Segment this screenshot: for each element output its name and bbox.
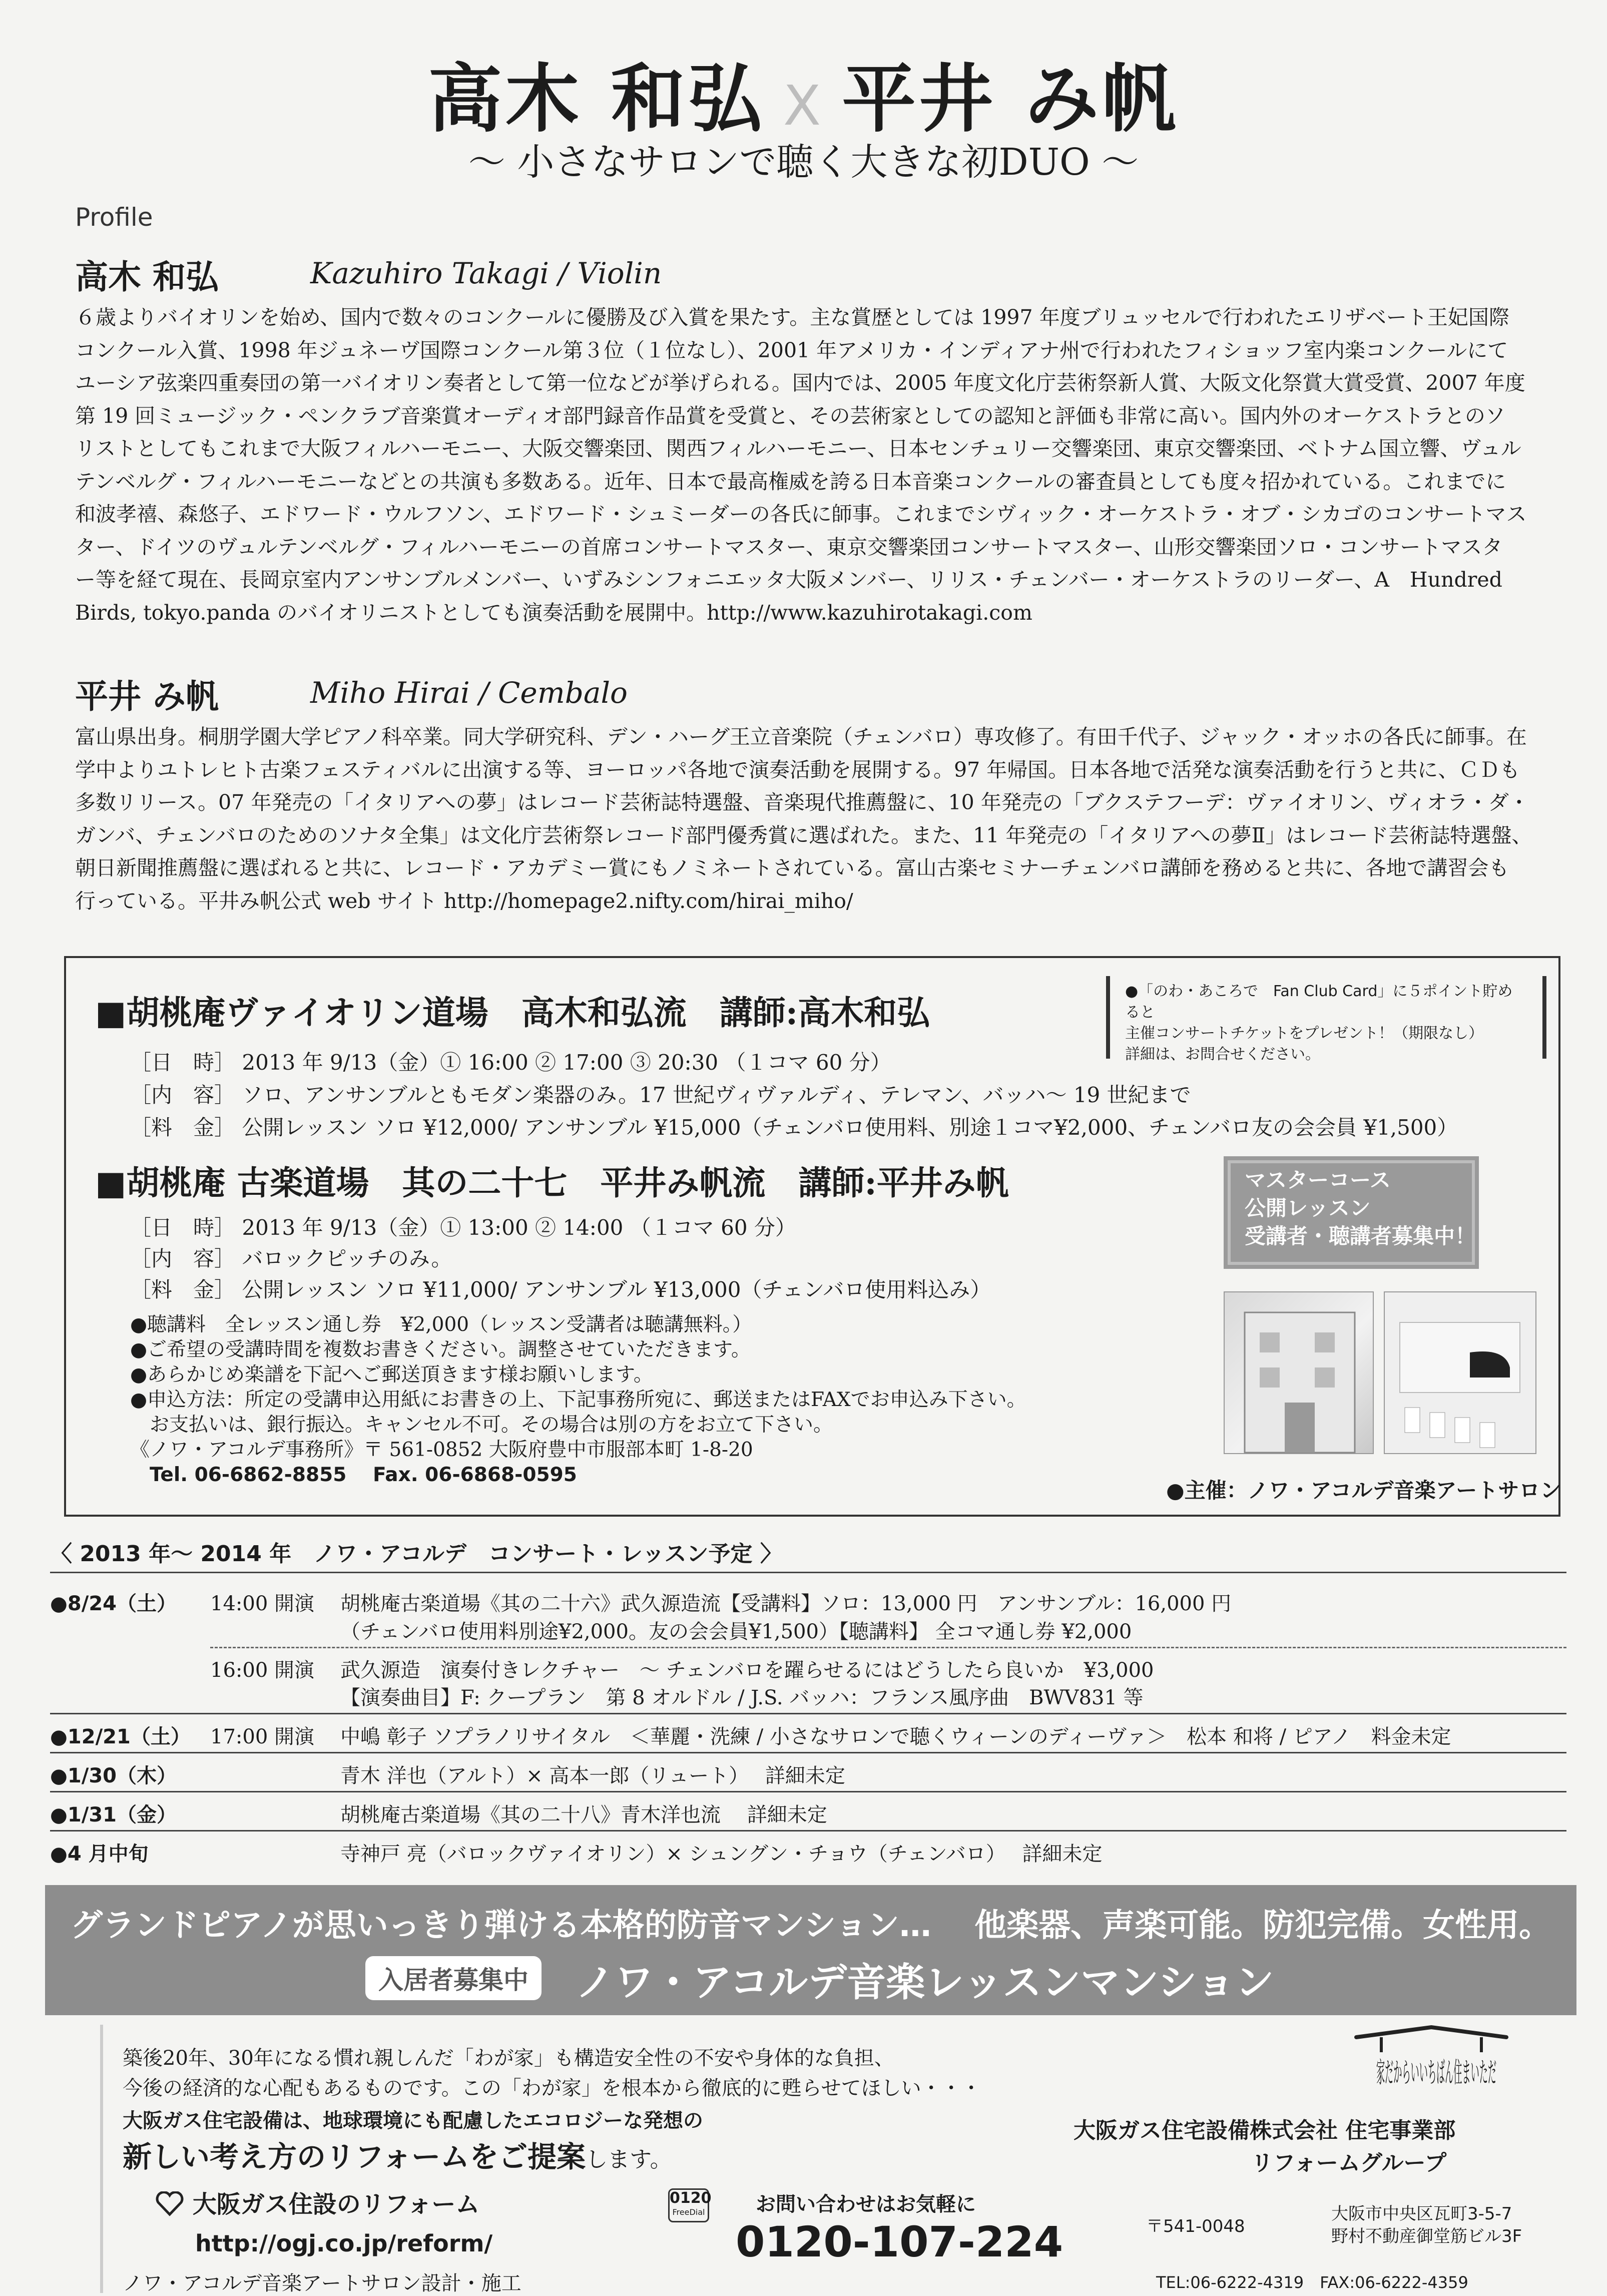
schedule-time: 16:00 開演: [210, 1659, 314, 1682]
lesson-notes: [130, 1312, 1026, 1488]
schedule-desc: 胡桃庵古楽道場《其の二十六》武久源造流【受講料】ソロ：13,000 円 アンサンブル：16,000 円: [340, 1592, 1232, 1615]
cembalo-fee-row: [130, 1273, 991, 1303]
fanclub-line: ●「のわ・あころで Fan Club Card」に５ポイント貯めると: [1125, 983, 1513, 1021]
cembalo-fee: 公開レッスン ソロ ¥11,000/ アンサンブル ¥13,000（チェンバロ使用料込み）: [242, 1277, 991, 1302]
bio-line: コンクール入賞、1998 年ジュネーヴ国際コンクール第３位（１位なし）、2001 年アメリカ・インディアナ州で行われたフィショッフ室内楽コンクールにて: [75, 338, 1508, 362]
date-label: ［日 時］: [130, 1215, 236, 1240]
master-line: マスターコース: [1245, 1168, 1391, 1192]
bio-line: Birds, tokyo.panda のバイオリニストとしても演奏活動を展開中。http://www.kazuhirotakagi.com: [75, 600, 1032, 625]
master-line: 受講者・聴講者募集中！: [1245, 1224, 1476, 1248]
hirai-name-en: Miho Hirai / Cembalo: [310, 676, 628, 710]
schedule-desc: 武久源造 演奏付きレクチャー 〜 チェンバロを躍らせるにはどうしたら良いか ¥3,000: [340, 1659, 1154, 1682]
brand-row: [155, 2185, 479, 2219]
freedial-caption: FreeDial: [672, 2207, 705, 2217]
recruit-badge: 入居者募集中: [365, 1956, 542, 2000]
note-line: ●あらかじめ楽譜を下記へご郵送頂きます様お願いします。: [130, 1363, 653, 1386]
address-line: 野村不動産御堂筋ビル3F: [1331, 2226, 1522, 2246]
fee-label: ［料 金］: [130, 1115, 236, 1140]
bio-line: テンベルグ・フィルハーモニーなどとの共演も多数ある。近年、日本で最高権威を誇る日本音楽コンクールの審査員としても度々招かれている。これまでに: [75, 469, 1506, 494]
salon-interior-photo: [1384, 1291, 1536, 1454]
office-contact: Tel. 06-6862-8855 Fax. 06-6868-0595: [130, 1464, 577, 1486]
schedule-divider: [50, 1752, 1566, 1753]
bio-line: リストとしてもこれまで大阪フィルハーモニー、大阪交響楽団、関西フィルハーモニー、日本センチュリー交響楽団、東京交響楽団、ベトナム国立響、ヴュル: [75, 436, 1521, 461]
phone-number[interactable]: 0120-107-224: [736, 2217, 1063, 2266]
violin-content: ソロ、アンサンブルともモダン楽器のみ。17 世紀ヴィヴァルディ、テレマン、バッハ〜 19 世紀まで: [242, 1083, 1191, 1107]
building-icon: [1225, 1292, 1373, 1453]
fanclub-notice: [1106, 976, 1546, 1063]
bio-line: 朝日新聞推薦盤に選ばれると共に、レコード・アカデミー賞にもノミネートされている。富山古楽セミナーチェンバロ講師を務めると共に、各地で講習会も: [75, 856, 1509, 880]
takagi-name: 高木 和弘: [75, 257, 219, 296]
schedule-desc: （チェンバロ使用料別途¥2,000。友の会会員¥1,500）【聴講料】 全コマ通し券 ¥2,000: [340, 1620, 1132, 1643]
takagi-bio: [75, 301, 1546, 629]
bio-line: 学中よりユトレヒト古楽フェスティバルに出演する等、ヨーロッパ各地で演奏活動を展開する。97 年帰国。日本各地で活発な演奏活動を行うと共に、ＣＤも: [75, 757, 1520, 782]
reform-url[interactable]: http://ogj.co.jp/reform/: [195, 2230, 493, 2257]
schedule-title: 〈 2013 年〜 2014 年 ノワ・アコルデ コンサート・レッスン予定 〉: [50, 1541, 782, 1567]
bio-line: 富山県出身。桐朋学園大学ピアノ科卒業。同大学研究科、デン・ハーグ王立音楽院（チェンバロ）専攻修了。有田千代子、ジャック・オッホの各氏に師事。在: [75, 725, 1527, 749]
freedial-icon: [668, 2188, 712, 2222]
violin-fee-row: [130, 1111, 1458, 1141]
violin-content-row: [130, 1079, 1191, 1109]
hirai-name: 平井 み帆: [75, 677, 219, 716]
note-line: ●申込方法：所定の受講申込用紙にお書きの上、下記事務所宛に、郵送またはFAXでお申込み下さい。: [130, 1389, 1026, 1411]
schedule-desc: 寺神戸 亮（バロックヴァイオリン）× シュングン・チョウ（チェンバロ） 詳細未定: [340, 1843, 1103, 1866]
cembalo-date: 2013 年 9/13（金）① 13:00 ② 14:00 （１コマ 60 分）: [242, 1215, 796, 1240]
bio-line: 多数リリース。07 年発売の「イタリアへの夢」はレコード芸術誌特選盤、音楽現代推薦盤に、10 年発売の「ブクステフーデ：ヴァイオリン、ヴィオラ・ダ・: [75, 790, 1529, 814]
bio-line: 第 19 回ミュージック・ペンクラブ音楽賞オーディオ部門録音作品賞を受賞と、その芸術家としての認知と評価も非常に高い。国内外のオーケストラとのソ: [75, 403, 1506, 428]
bio-line: ガンバ、チェンバロのためのソナタ全集」は文化庁芸術祭レコード部門優秀賞に選ばれた。また、11 年発売の「イタリアへの夢Ⅱ」はレコード芸術誌特選盤、: [75, 823, 1532, 847]
heart-logo-icon: [155, 2191, 184, 2216]
date-label: ［日 時］: [130, 1050, 236, 1075]
house-logo: [1346, 2022, 1516, 2172]
reform-proposal: [123, 2133, 672, 2175]
schedule-desc: 【演奏曲目】F: クープラン 第 8 オルドル / J.S. バッハ：フランス風序曲 BWV831 等: [340, 1686, 1144, 1709]
note-line: ●聴講料 全レッスン通し券 ¥2,000（レッスン受講者は聴講無料。）: [130, 1313, 752, 1336]
violin-date: 2013 年 9/13（金）① 16:00 ② 17:00 ③ 20:30 （１コマ 60 分）: [242, 1050, 891, 1075]
fanclub-line: 詳細は、お問合せください。: [1125, 1046, 1320, 1063]
violin-date-row: [130, 1046, 891, 1076]
schedule-divider: [50, 1830, 1566, 1831]
takagi-name-en: Kazuhiro Takagi / Violin: [310, 256, 662, 290]
master-line: 公開レッスン: [1245, 1196, 1371, 1220]
cembalo-content: バロックピッチのみ。: [242, 1246, 452, 1271]
bio-line: ユーシア弦楽四重奏団の第一バイオリン奏者として第一位などが挙げられる。国内では、2005 年度文化庁芸術祭新人賞、大阪文化祭賞大賞受賞、2007 年度: [75, 371, 1525, 395]
grand-piano-icon: [1385, 1292, 1535, 1453]
schedule-date: ●8/24（土）: [50, 1592, 177, 1615]
house-roof-icon: [1346, 2022, 1516, 2172]
cembalo-content-row: [130, 1242, 452, 1272]
bio-line: ６歳よりバイオリンを始め、国内で数々のコンクールに優勝及び入賞を果たす。主な賞歴としては 1997 年度ブリュッセルで行われたエリザベート王妃国際: [75, 305, 1509, 329]
cross-mark: X: [783, 74, 824, 138]
content-label: ［内 容］: [130, 1083, 236, 1107]
schedule-divider: [50, 1713, 1566, 1714]
reform-line: 大阪ガス住宅設備は、地球環境にも配慮したエコロジーな発想の: [123, 2109, 703, 2132]
bio-line: ター、ドイツのヴュルテンベルグ・フィルハーモニーの首席コンサートマスター、東京交響楽団コンサートマスター、山形交響楽団ソロ・コンサートマスタ: [75, 535, 1503, 559]
logo-text: 家だからいいちばん住まいただ: [1376, 2057, 1496, 2089]
schedule-date: ●12/21（土）: [50, 1725, 191, 1748]
company-tel-fax: TEL:06-6222-4319 FAX:06-6222-4359: [1156, 2273, 1468, 2292]
mansion-name: ノワ・アコルデ音楽レッスンマンション: [576, 1960, 1274, 2005]
brand-name: 大阪ガス住設のリフォーム: [192, 2190, 480, 2218]
reform-line: 今後の経済的な心配もあるものです。この「わが家」を根本から徹底的に甦らせてほしい・・・: [123, 2077, 981, 2100]
schedule-date: ●4 月中旬: [50, 1843, 149, 1866]
violin-fee: 公開レッスン ソロ ¥12,000/ アンサンブル ¥15,000（チェンバロ使用料、別途１コマ¥2,000、チェンバロ友の会会員 ¥1,500）: [242, 1115, 1458, 1140]
company-group: リフォームグループ: [1251, 2150, 1447, 2176]
performer-name-1: 高木 和弘: [428, 55, 765, 142]
subtitle: 〜 小さなサロンで聴く大きな初DUO 〜: [468, 141, 1139, 184]
content-label: ［内 容］: [130, 1246, 236, 1271]
schedule-time: 17:00 開演: [210, 1725, 314, 1748]
fee-label: ［料 金］: [130, 1277, 236, 1302]
address-line: 大阪市中央区瓦町3-5-7: [1331, 2204, 1512, 2224]
schedule-desc: 青木 洋也（アルト）× 高本一郎（リュート） 詳細未定: [340, 1764, 845, 1787]
postal-code: 〒541-0048: [1146, 2216, 1245, 2236]
schedule-desc: 中嶋 彰子 ソプラノリサイタル ＜華麗・洗練 / 小さなサロンで聴くウィーンのディーヴァ＞ 松本 和将 / ピアノ 料金未定: [340, 1725, 1451, 1748]
schedule-divider: [50, 1572, 1566, 1573]
fanclub-line: 主催コンサートチケットをプレゼント！（期限なし）: [1125, 1025, 1484, 1042]
schedule-divider: [50, 1791, 1566, 1792]
sponsor-label: ●主催：ノワ・アコルデ音楽アートサロン: [1166, 1478, 1561, 1503]
violin-lesson-heading: ■胡桃庵ヴァイオリン道場 高木和弘流 講師:高木和弘: [95, 993, 930, 1032]
bio-line: 和波孝禧、森悠子、エドワード・ウルフソン、エドワード・シュミーダーの各氏に師事。これまでシヴィック・オーケストラ・オブ・シカゴのコンサートマス: [75, 502, 1527, 526]
bio-line: ー等を経て現在、長岡京室内アンサンブルメンバー、いずみシンフォニエッタ大阪メンバー、リリス・チェンバー・オーケストラのリーダー、A Hundred: [75, 568, 1502, 592]
banner-headline: グランドピアノが思いっきり弾ける本格的防音マンション… 他楽器、声楽可能。防犯完備。女性用。: [70, 1907, 1551, 1944]
note-line: お支払いは、銀行振込。キャンセル不可。その場合は別の方をお立て下さい。: [130, 1414, 833, 1436]
schedule-time: 14:00 開演: [210, 1592, 314, 1615]
bio-line: 行っている。平井み帆公式 web サイト http://homepage2.nifty.com/hirai_miho/: [75, 888, 853, 913]
hirai-bio: [75, 721, 1546, 917]
company-name: 大阪ガス住宅設備株式会社 住宅事業部: [1074, 2118, 1456, 2143]
freedial-number: 0120: [670, 2189, 712, 2207]
schedule-desc: 胡桃庵古楽道場《其の二十八》青木洋也流 詳細未定: [340, 1803, 827, 1826]
salon-exterior-photo: [1224, 1291, 1374, 1454]
master-course-badge: [1224, 1156, 1479, 1269]
office-address: 《ノワ・アコルデ事務所》〒 561-0852 大阪府豊中市服部本町 1-8-20: [130, 1439, 753, 1461]
schedule-date: ●1/31（金）: [50, 1803, 177, 1826]
schedule-date: ●1/30（木）: [50, 1764, 177, 1787]
performer-name-2: 平井 み帆: [842, 55, 1179, 142]
reform-proposal-bold: 新しい考え方のリフォームをご提案: [123, 2140, 586, 2174]
inquiry-label: お問い合わせはお気軽に: [756, 2193, 976, 2216]
schedule-dashed-divider: [210, 1647, 1566, 1648]
cembalo-date-row: [130, 1211, 796, 1241]
reform-proposal-tail: します。: [586, 2147, 672, 2172]
note-line: ●ご希望の受講時間を複数お書きください。調整させていただきます。: [130, 1338, 751, 1361]
design-credit: ノワ・アコルデ音楽アートサロン設計・施工: [123, 2272, 521, 2295]
page-title: [0, 40, 1607, 146]
reform-line: 築後20年、30年になる慣れ親しんだ「わが家」も構造安全性の不安や身体的な負担、: [123, 2047, 894, 2070]
profile-label: Profile: [75, 203, 153, 232]
cembalo-lesson-heading: ■胡桃庵 古楽道場 其の二十七 平井み帆流 講師:平井み帆: [95, 1163, 1009, 1202]
